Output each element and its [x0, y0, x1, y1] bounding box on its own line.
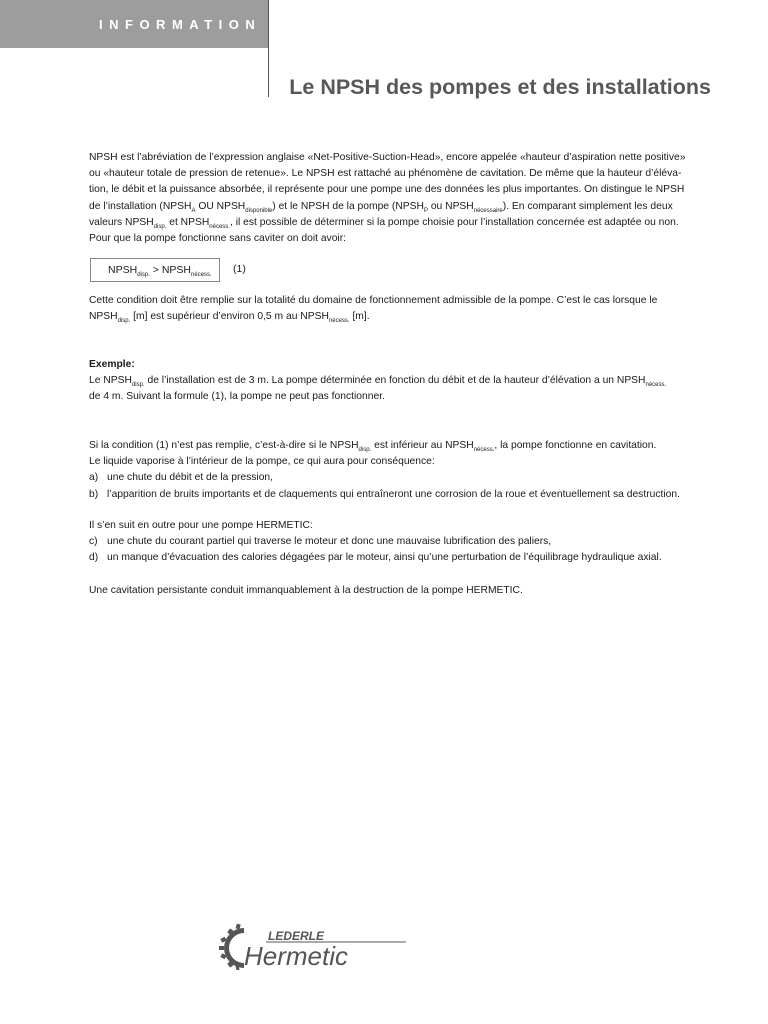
list-item: c) une chute du courant partiel qui traverse le moteur et donc une mauvaise lubrification des paliers,	[89, 536, 552, 548]
logo-top-text: LEDERLE	[268, 929, 325, 943]
text-line: $NPSH_{disp.}$ [m] est supérieur d’environ 0,5 m au $NPSH_{nécess.}$ [m].	[89, 311, 370, 325]
page-title: Le NPSH des pompes et des installations	[289, 75, 711, 99]
list-item: d) un manque d’évacuation des calories dégagées par le moteur, ainsi qu’une perturbation de l’équilibrage hydraulique axial.	[89, 552, 662, 564]
formula-number: (1)	[233, 263, 246, 275]
text-line: Pour que la pompe fonctionne sans caviter on doit avoir:	[89, 233, 347, 245]
list-item: a) une chute du débit et de la pression,	[89, 472, 274, 484]
text-line: Le liquide vaporise à l’intérieur de la pompe, ce qui aura pour conséquence:	[89, 456, 435, 468]
header-label: INFORMATION	[99, 17, 262, 32]
text-line: ou «hauteur totale de pression de retenue». Le NPSH est rattaché au phénomène de cavitation. De même que la hauteur d’éléva-	[89, 168, 682, 180]
closing-paragraph	[89, 583, 689, 599]
text-line: NPSH est l’abréviation de l’expression anglaise «Net-Positive-Suction-Head», encore appelée «hauteur d’aspiration nette positive»	[89, 152, 686, 163]
example-heading: Exemple:	[89, 359, 135, 370]
logo-bottom-text: Hermetic	[244, 941, 349, 970]
text-line: Cette condition doit être remplie sur la totalité du domaine de fonctionnement admissible de la pompe. C’est le cas lorsque le	[89, 295, 658, 306]
header-divider	[268, 0, 269, 97]
text-line: Le $NPSH_{disp.}$ de l’installation est de 3 m. La pompe déterminée en fonction du débit et de la hauteur d’élévation a un $NPSH_{nécess.}$	[89, 375, 667, 389]
logo-gear-icon	[218, 922, 410, 970]
list-item: b) l’apparition de bruits importants et de claquements qui entraîneront une corrosion de la roue et éventuellement sa destruction.	[89, 488, 680, 500]
text-line: de 4 m. Suivant la formule (1), la pompe ne peut pas fonctionner.	[89, 391, 385, 403]
intro-paragraph	[89, 150, 689, 247]
header-band	[0, 0, 268, 48]
lederle-hermetic-logo	[218, 922, 410, 970]
formula-box: $NPSH_{disp.}$ > $NPSH_{nécess.}$	[90, 258, 220, 282]
text-line: valeurs $NPSH_{disp.}$ et $NPSH_{nécess.}$, il est possible de déterminer si la pompe choisie pour l’installation concernée est adaptée ou non.	[89, 216, 679, 230]
text-line: Une cavitation persistante conduit immanquablement à la destruction de la pompe HERMETIC.	[89, 585, 523, 596]
hermetic-section	[89, 518, 689, 567]
text-line: Si la condition (1) n’est pas remplie, c’est-à-dire si le $NPSH_{disp.}$ est inférieur au $NPSH_{nécess.}$, la pompe fonctionne en cavitation.	[89, 440, 657, 453]
condition-paragraph	[89, 293, 689, 325]
text-line: Il s’en suit en outre pour une pompe HERMETIC:	[89, 520, 313, 531]
cavitation-section	[89, 438, 689, 503]
example-section	[89, 357, 689, 406]
text-line: tion, le débit et la puissance absorbée, il représente pour une pompe une des données les plus importantes. On distingue le NPSH	[89, 184, 685, 196]
text-line: de l’installation ($NPSH_A$ OU $NPSH_{disponible}$) et le NPSH de la pompe ($NPSH_P$ ou $NPSH_{nécessaire}$). En comparant simplement les deux	[89, 200, 673, 214]
